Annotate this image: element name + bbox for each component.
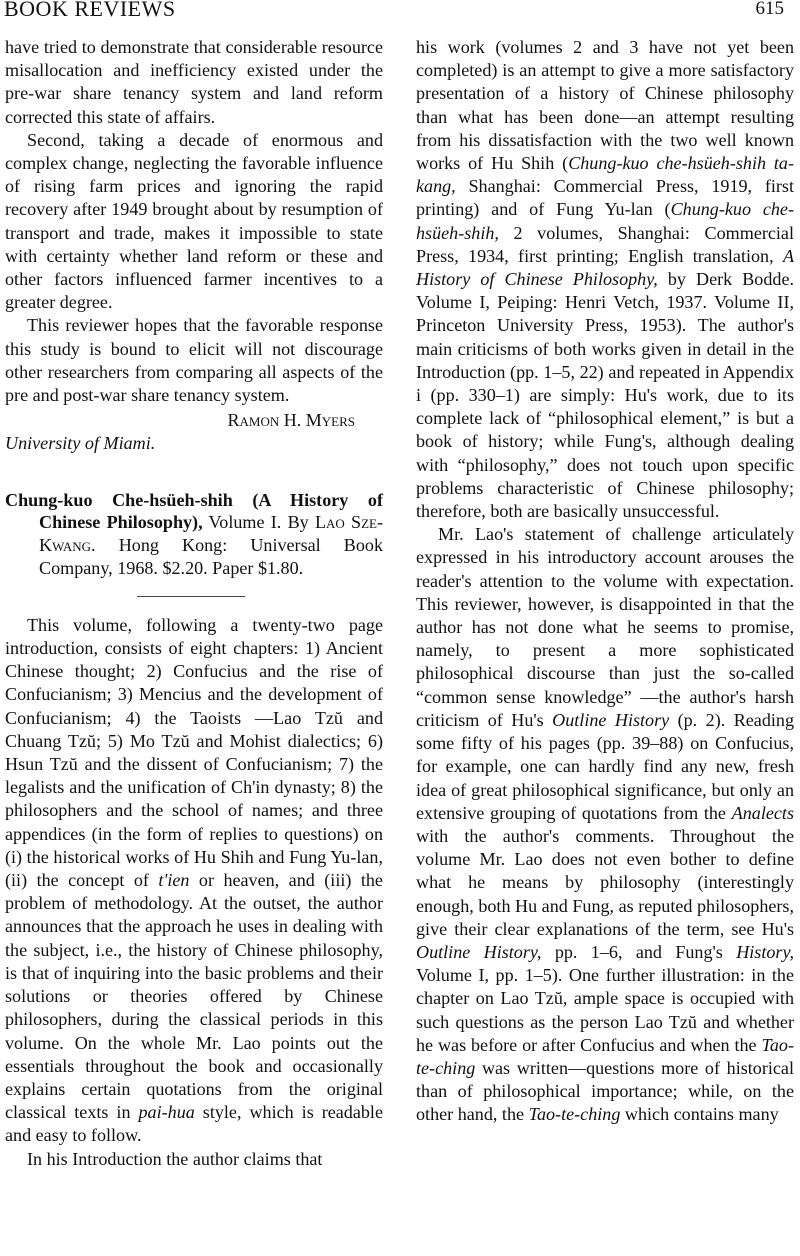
paragraph-closing: This reviewer hopes that the favorable response this study is bound to elicit will not discourage other researchers from comparing all aspects of the pre and post-war share tenancy system. — [5, 315, 383, 406]
reviewer-affiliation: University of Miami. — [5, 433, 156, 454]
title-hu-shih-work: Chung-kuo che-hsüeh-shih ta-kang, — [416, 153, 795, 197]
title-english-translation: A History of Chinese Philosophy, — [416, 245, 794, 290]
title-fung-work: Chung-kuo che-hsüeh-shih, — [416, 199, 794, 243]
paragraph-introduction-claim: In his Introduction the author claims that — [27, 1148, 323, 1169]
reviewer-name: Ramon H. Myers — [227, 410, 355, 431]
paragraph-assessment: Mr. Lao's statement of challenge articulately expressed in his introductory account arouses the reader's attention to the volume with expectation. This reviewer, however, is disappointed in that the author has not done what he seems to promise, namely, to present a more sophisticated philosophical discourse than just the so-called “common sense knowledge” —the author's harsh criticism of Hu's Outline History (p. 2). Reading some fifty of his pages (pp. 39–88) on Confucius, for example, one can hardly find any new, fresh idea of great philosophical significance, but only an extensive grouping of quotations from the Analects with the author's comments. Throughout the volume Mr. Lao does not even bother to define what he means by philosophy (interestingly enough, both Hu and Fung, as reputed philosophers, give their clear explanations of the term, see Hu's Outline History, pp. 1–6, and Fung's History, Volume I, pp. 1–5). One further illustration: in the chapter on Lao Tzŭ, ample space is occupied with such questions as the person Lao Tzŭ and whether he was before or after Confucius and when the Tao-te-ching was written—questions more of historical than of philosophical importance; while, on the other hand, the Tao-te-ching which contains many — [416, 524, 795, 1125]
page-number: 615 — [755, 0, 784, 19]
book-volume: Volume I. — [208, 512, 282, 533]
title-tao-te-ching-2: Tao-te-ching — [528, 1104, 621, 1125]
title-history: History, — [736, 941, 795, 962]
title-analects: Analects — [731, 802, 794, 823]
book-publication: Hong Kong: Universal Book Company, 1968. $2.20. Paper $1.80. — [39, 535, 383, 579]
paragraph-criticism: his work (volumes 2 and 3 have not yet been completed) is an attempt to give a more satisfactory presentation of a history of Chinese philosophy than what has been done—an attempt resulting from his dissatisfaction with the two well known works of Hu Shih (Chung-kuo che-hsüeh-shih ta-kang, Shanghai: Commercial Press, 1919, first printing) and of Fung Yu-lan (Chung-kuo che-hsüeh-shih, 2 volumes, Shanghai: Commercial Press, 1934, first printing; English translation, A History of Chinese Philosophy, by Derk Bodde. Volume I, Peiping: Henri Vetch, 1937. Volume II, Princeton University Press, 1953). The author's main criticisms of both works given in detail in the Introduction (pp. 1–5, 22) and repeated in Appendix i (pp. 330–1) are simply: Hu's work, due to its complete lack of “philosophical element,” is but a book of history; while Fung's, although dealing with “philosophy,” does not touch upon specific problems characteristic of Chinese philosophy; therefore, both are basically unsuccessful. — [416, 37, 795, 522]
paragraph-second-point: Second, taking a decade of enormous and complex change, neglecting the favorable influence of rising farm prices and ignoring the rapid recovery after 1949 brought about by resumption of transport and trade, makes it impossible to state with certainty whether land reform or these and other factors influenced farmer incentives to a greater degree. — [5, 129, 383, 313]
book-author: Lao Sze-Kwang. — [39, 512, 383, 556]
running-title: BOOK REVIEWS — [4, 0, 176, 21]
term-pai-hua: pai-hua — [138, 1102, 195, 1123]
title-outline-history: Outline History — [552, 709, 670, 730]
term-tien: t'ien — [158, 870, 190, 891]
book-entry-header — [5, 489, 383, 580]
title-outline-history-2: Outline History, — [416, 941, 542, 962]
book-title: Chung-kuo Che-hsüeh-shih (A History of Chinese Philosophy), — [5, 489, 383, 533]
book-by: By — [287, 512, 309, 533]
running-header — [0, 0, 800, 22]
left-column — [5, 36, 383, 1171]
separator-rule — [137, 596, 245, 597]
right-column — [416, 36, 794, 1127]
paragraph-continuation: have tried to demonstrate that considerable resource misallocation and inefficiency existed under the pre-war share tenancy system and land reform corrected this state of affairs. — [5, 37, 383, 127]
paragraph-contents-summary: This volume, following a twenty-two page introduction, consists of eight chapters: 1) Ancient Chinese thought; 2) Confucius and the rise of Confucianism; 3) Mencius and the development of Confucianism; 4) the Taoists —Lao Tzŭ and Chuang Tzŭ; 5) Mo Tzŭ and Mohist dialectics; 6) Hsun Tzŭ and the dissent of Confucianism; 7) the legalists and the unification of Ch'in dynasty; 8) the philosophers and the school of names; and three appendices (in the form of replies to questions) on (i) the historical works of Hu Shih and Fung Yu-lan, (ii) the concept of t'ien or heaven, and (iii) the problem of methodology. At the outset, the author announces that the approach he uses in dealing with the subject, i.e., the history of Chinese philosophy, is that of inquiring into the basic problems and their solutions or theories offered by Chinese philosophers, during the classical periods in this volume. On the whole Mr. Lao points out the essentials throughout the book and occasionally explains certain quotations from the original classical texts in pai-hua style, which is readable and easy to follow. — [5, 614, 383, 1146]
title-tao-te-ching: Tao-te-ching — [416, 1034, 795, 1078]
